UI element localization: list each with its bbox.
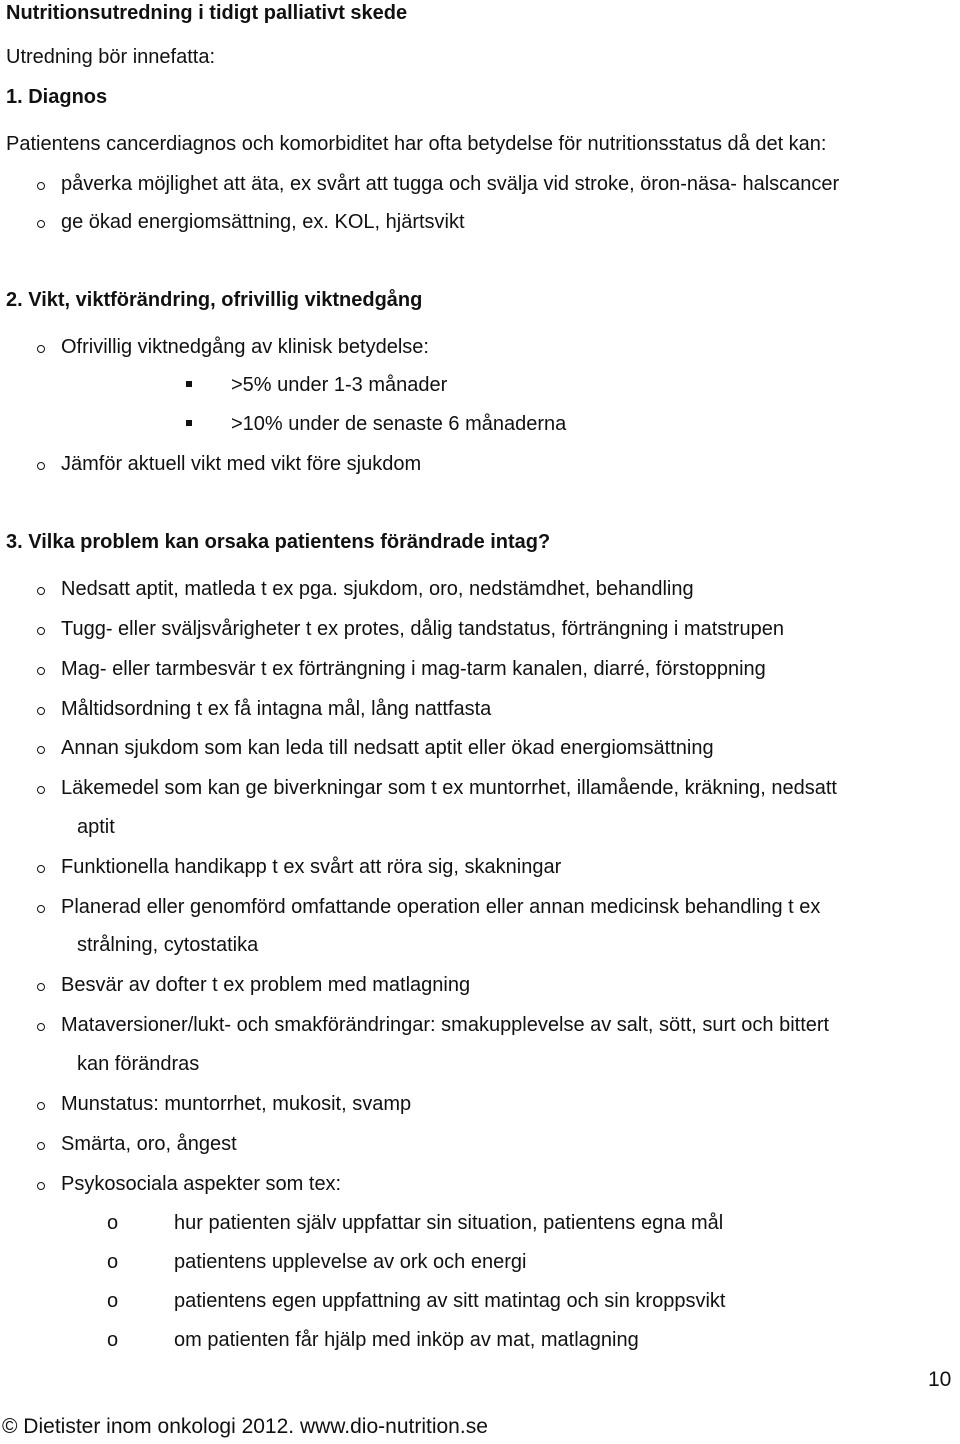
bullet-icon	[37, 1023, 45, 1031]
section-heading-problem: 3. Vilka problem kan orsaka patientens förändrade intag?	[6, 531, 551, 553]
section1-text: Patientens cancerdiagnos och komorbiditet har ofta betydelse för nutritionsstatus då det kan:	[6, 133, 827, 155]
sub-list-item: >5% under 1-3 månader	[231, 374, 448, 396]
list-item: Nedsatt aptit, matleda t ex pga. sjukdom, oro, nedstämdhet, behandling	[61, 578, 694, 600]
list-item: Psykosociala aspekter som tex:	[61, 1173, 342, 1195]
circle-marker-icon: o	[107, 1212, 119, 1234]
bullet-icon	[37, 667, 45, 675]
sub-list-item: om patienten får hjälp med inköp av mat, matlagning	[174, 1329, 639, 1351]
list-item-continuation: kan förändras	[77, 1053, 200, 1075]
list-item: Planerad eller genomförd omfattande operation eller annan medicinsk behandling t ex	[61, 896, 821, 918]
list-item-continuation: strålning, cytostatika	[77, 934, 259, 956]
bullet-icon	[37, 345, 45, 353]
section-heading-vikt: 2. Vikt, viktförändring, ofrivillig viktnedgång	[6, 289, 423, 311]
bullet-icon	[37, 865, 45, 873]
list-item: Tugg- eller sväljsvårigheter t ex protes, dålig tandstatus, förträngning i matstrupen	[61, 618, 784, 640]
sub-list-item: patientens upplevelse av ork och energi	[174, 1251, 527, 1273]
square-bullet-icon	[186, 381, 192, 387]
bullet-icon	[37, 707, 45, 715]
list-item: Måltidsordning t ex få intagna mål, lång nattfasta	[61, 698, 492, 720]
list-item: påverka möjlighet att äta, ex svårt att tugga och svälja vid stroke, öron-näsa- halscancer	[61, 173, 840, 195]
list-item: Ofrivillig viktnedgång av klinisk betydelse:	[61, 336, 429, 358]
bullet-icon	[37, 220, 45, 228]
list-item-continuation: aptit	[77, 816, 115, 838]
bullet-icon	[37, 786, 45, 794]
bullet-icon	[37, 1102, 45, 1110]
square-bullet-icon	[186, 420, 192, 426]
list-item: Munstatus: muntorrhet, mukosit, svamp	[61, 1093, 412, 1115]
bullet-icon	[37, 627, 45, 635]
list-item: Annan sjukdom som kan leda till nedsatt aptit eller ökad energiomsättning	[61, 737, 714, 759]
list-item: Mag- eller tarmbesvär t ex förträngning i mag-tarm kanalen, diarré, förstoppning	[61, 658, 766, 680]
bullet-icon	[37, 462, 45, 470]
list-item: Läkemedel som kan ge biverkningar som t ex muntorrhet, illamående, kräkning, nedsatt	[61, 777, 837, 799]
sub-list-item: hur patienten själv uppfattar sin situation, patientens egna mål	[174, 1212, 724, 1234]
bullet-icon	[37, 182, 45, 190]
bullet-icon	[37, 746, 45, 754]
list-item: Jämför aktuell vikt med vikt före sjukdom	[61, 453, 422, 475]
sub-list-item: >10% under de senaste 6 månaderna	[231, 413, 567, 435]
page-title: Nutritionsutredning i tidigt palliativt skede	[6, 2, 408, 24]
list-item: Besvär av dofter t ex problem med matlagning	[61, 974, 471, 996]
list-item: Funktionella handikapp t ex svårt att röra sig, skakningar	[61, 856, 562, 878]
bullet-icon	[37, 1142, 45, 1150]
list-item: ge ökad energiomsättning, ex. KOL, hjärtsvikt	[61, 211, 465, 233]
bullet-icon	[37, 1182, 45, 1190]
circle-marker-icon: o	[107, 1290, 119, 1312]
section-heading-diagnos: 1. Diagnos	[6, 86, 108, 108]
list-item: Mataversioner/lukt- och smakförändringar: smakupplevelse av salt, sött, surt och bittert	[61, 1014, 830, 1036]
footer-copyright: © Dietister inom onkologi 2012. www.dio-nutrition.se	[2, 1415, 488, 1438]
sub-list-item: patientens egen uppfattning av sitt matintag och sin kroppsvikt	[174, 1290, 726, 1312]
circle-marker-icon: o	[107, 1251, 119, 1273]
bullet-icon	[37, 587, 45, 595]
bullet-icon	[37, 905, 45, 913]
list-item: Smärta, oro, ångest	[61, 1133, 237, 1155]
circle-marker-icon: o	[107, 1329, 119, 1351]
bullet-icon	[37, 983, 45, 991]
page-number: 10	[928, 1368, 952, 1391]
intro-text: Utredning bör innefatta:	[6, 46, 216, 68]
